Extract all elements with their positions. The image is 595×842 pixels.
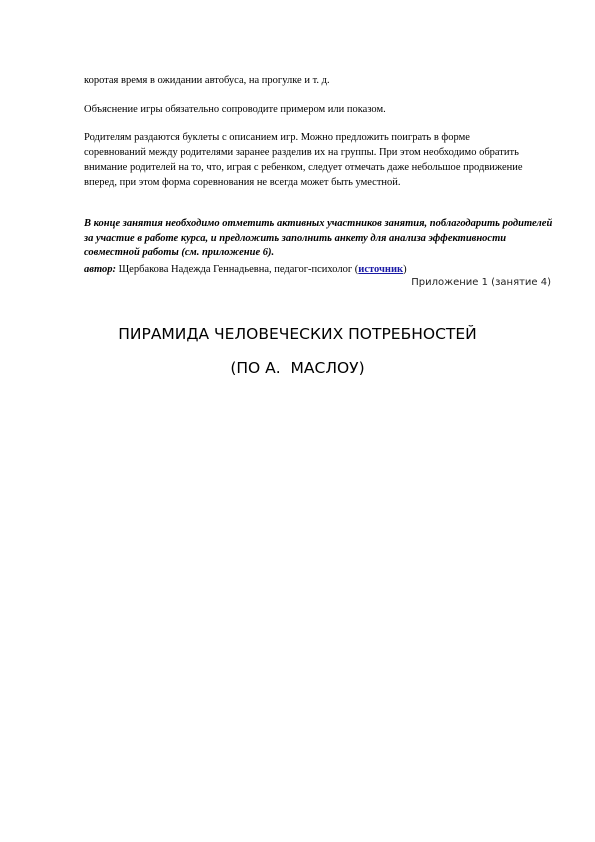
source-link[interactable]: источник — [358, 264, 404, 275]
page-subtitle: (ПО А. МАСЛОУ) — [230, 359, 365, 377]
closing-note: В конце занятия необходимо отметить активных участников занятия, поблагодарить родителей за участие в работе курса, и предложить заполнить анкету для анализа эффективности совместной работы (см. приложение 6). — [84, 218, 553, 258]
author-close: ) — [403, 264, 407, 275]
appendix-label: Приложение 1 (занятие 4) — [411, 277, 551, 288]
author-text: Щербакова Надежда Геннадьевна, педагог-психолог ( — [115, 264, 359, 275]
author-label: автор: — [84, 264, 116, 275]
author-line — [84, 262, 564, 277]
paragraph-2: Объяснение игры обязательно сопроводите примером или показом. — [84, 104, 386, 115]
page-title: ПИРАМИДА ЧЕЛОВЕЧЕСКИХ ПОТРЕБНОСТЕЙ — [118, 325, 477, 343]
paragraph-1: коротая время в ожидании автобуса, на прогулке и т. д. — [84, 75, 330, 86]
paragraph-3: Родителям раздаются буклеты с описанием игр. Можно предложить поиграть в форме соревнований между родителями заранее разделив их на группы. При этом необходимо обратить внимание родителей на то, что, играя с ребенком, следует отмечать даже небольшое продвижение вперед, при этом форма соревнования не всегда может быть уместной. — [84, 132, 523, 188]
